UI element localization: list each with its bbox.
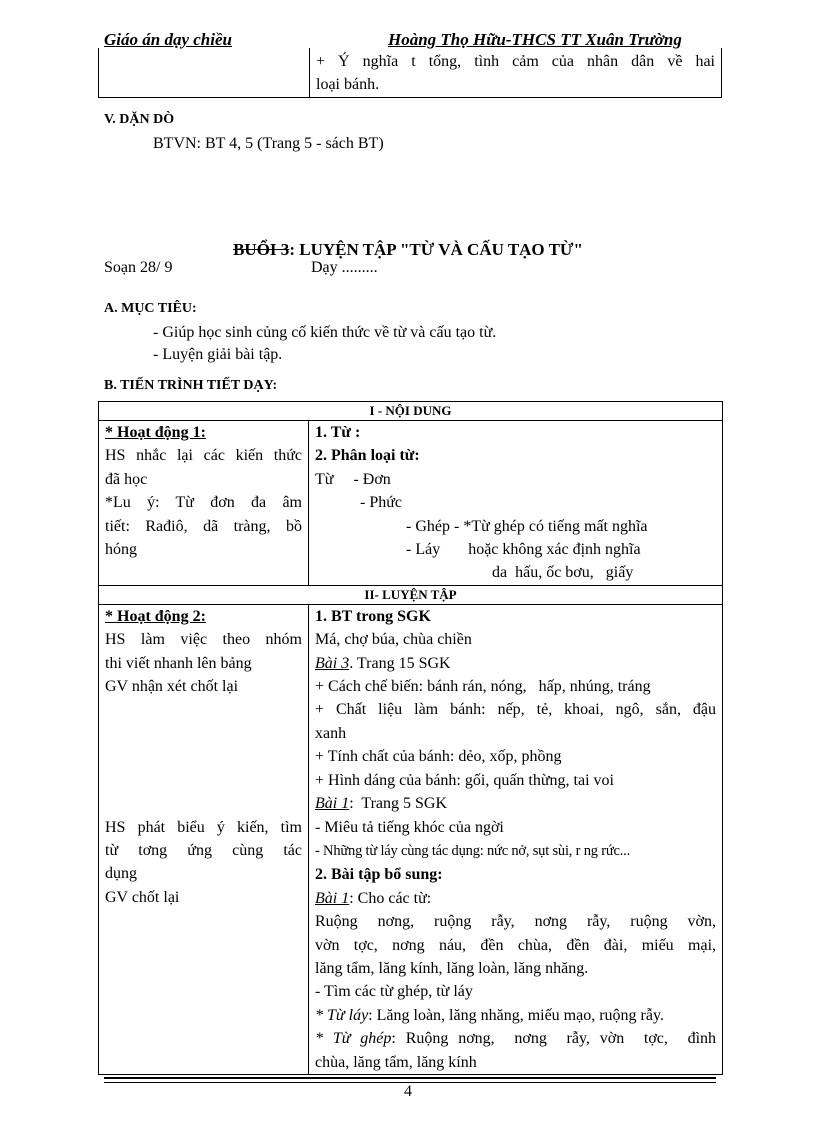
activity-1-line: *Lu ý: Từ đơn đa âm [105, 494, 302, 512]
content-2-line: lăng tẩm, lăng kính, lăng loàn, lăng nhăng. [315, 959, 589, 977]
content-1-heading: 2. Phân loại từ: [315, 447, 420, 465]
content-1-line: Từ - Đơn [315, 470, 391, 488]
activity-1-line: đã học [105, 470, 148, 488]
activity-2-line: GV chốt lại [105, 888, 180, 906]
top-cell-line1: + Ý nghĩa t tổng, tình cảm của nhân dân về hai [316, 53, 715, 70]
section-a-item-2: - Luyện giải bài tập. [153, 346, 283, 363]
soan-date: Soạn 28/ 9 [104, 259, 173, 276]
table-divider [309, 48, 310, 97]
content-2-line: - Những từ láy cùng tác dụng: nức nở, sụt sùi, r ng rức... [315, 842, 631, 859]
activity-1-line: tiết: Rađiô, dã tràng, bồ [105, 517, 302, 535]
activity-1-line: HS nhắc lại các kiến thức [105, 447, 302, 465]
content-2-line: + Cách chế biến: bánh rán, nóng, hấp, nhúng, tráng [315, 678, 651, 696]
content-2-line: + Chất liệu làm bánh: nếp, tẻ, khoai, ngô, sắn, đậu [315, 701, 717, 719]
page-number: 4 [404, 1083, 412, 1100]
lesson-title-rest: : LUYỆN TẬP "TỪ VÀ CẤU TẠO TỪ" [289, 240, 583, 259]
content-2-heading: 1. BT trong SGK [315, 607, 431, 625]
content-2-line: chùa, lăng tẩm, lăng kính [315, 1053, 477, 1071]
tu-lay-list: : Lăng loàn, lăng nhăng, miếu mạo, ruộng rẫy. [368, 1006, 664, 1024]
activity-2-line: GV nhận xét chốt lại [105, 678, 239, 696]
content-1-line: - Ghép - *Từ ghép có tiếng mất nghĩa [406, 517, 648, 535]
exercise-label: Bài 1 [315, 795, 350, 813]
section-a-item-1: - Giúp học sinh củng cố kiến thức về từ và cấu tạo từ. [153, 324, 497, 341]
header-left: Giáo án dạy chiều [104, 30, 232, 49]
content-1-line: - Láy hoặc không xác định nghĩa [406, 541, 641, 559]
content-2-cell [309, 604, 723, 1074]
content-1-line: - Phức [360, 494, 402, 512]
content-2-line: vờn tợc, nơng náu, đền chùa, đền đài, miếu mại, [315, 936, 717, 954]
section-v-line: BTVN: BT 4, 5 (Trang 5 - sách BT) [153, 135, 384, 152]
activity-2-line: thi viết nhanh lên bảng [105, 654, 252, 672]
content-2-line: + Tính chất của bánh: dẻo, xốp, phồng [315, 748, 562, 766]
activity-2-cell [99, 604, 309, 1074]
activity-2-line: HS làm việc theo nhóm [105, 631, 302, 649]
activity-2-title: * Hoạt động 2: [105, 607, 206, 625]
exercise-label: Bài 3 [315, 654, 350, 672]
content-2-line: - Miêu tả tiếng khóc của ngời [315, 818, 504, 836]
content-2-line: + Hình dáng của bánh: gối, quấn thừng, tai voi [315, 771, 614, 789]
activity-2-line: từ tơng ứng cùng tác [105, 841, 302, 859]
activity-2-line: HS phát biểu ý kiến, tìm [105, 818, 302, 836]
content-1-line: da hấu, ốc bơu, giấy [492, 564, 634, 582]
tu-ghep-label: * Từ ghép [315, 1030, 392, 1048]
tu-ghep-list: : Ruộng nơng, nơng rẫy, vờn tợc, đình [391, 1030, 717, 1048]
content-2-line: - Tìm các từ ghép, từ láy [315, 983, 473, 1001]
footer-rule-thick [104, 1077, 716, 1079]
content-2-line: Ruộng nơng, ruộng rẫy, nơng rẫy, ruộng vờn, [315, 913, 717, 931]
activity-1-title: * Hoạt động 1: [105, 424, 206, 441]
content-1-heading: 1. Từ : [315, 424, 361, 441]
content-2-heading: 2. Bài tập bổ sung: [315, 866, 443, 884]
content-2-line: xanh [315, 724, 347, 742]
header-right: Hoàng Thọ Hữu-THCS TT Xuân Trường [388, 30, 682, 49]
top-table-cell [316, 50, 715, 96]
activity-1-cell [99, 421, 309, 586]
section-b-title: B. TIẾN TRÌNH TIẾT DẠY: [104, 378, 278, 393]
exercise-label-rest: : Trang 5 SGK [349, 795, 448, 813]
exercise-label-rest: : Cho các từ: [349, 889, 432, 907]
content-2-line: Má, chợ búa, chùa chiền [315, 631, 472, 649]
activity-2-line: dụng [105, 865, 137, 883]
exercise-label: Bài 1 [315, 889, 350, 907]
lesson-title [0, 240, 816, 260]
exercise-label-rest: . Trang 15 SGK [349, 654, 451, 672]
lesson-table [98, 401, 723, 1075]
section-a-title: A. MỤC TIÊU: [104, 301, 197, 316]
top-cell-line2: loại bánh. [316, 76, 380, 93]
tu-lay-label: * Từ láy [315, 1006, 369, 1024]
table-head-1: I - NỘI DUNG [99, 402, 723, 421]
table-head-2: II- LUYỆN TẬP [99, 585, 723, 604]
top-table-fragment [98, 48, 722, 98]
day-date: Dạy ......... [311, 259, 378, 276]
section-v-title: V. DẶN DÒ [104, 112, 175, 127]
content-1-cell [309, 421, 723, 586]
lesson-title-strike: BUỔI 3 [233, 240, 290, 259]
activity-1-line: hóng [105, 541, 137, 559]
